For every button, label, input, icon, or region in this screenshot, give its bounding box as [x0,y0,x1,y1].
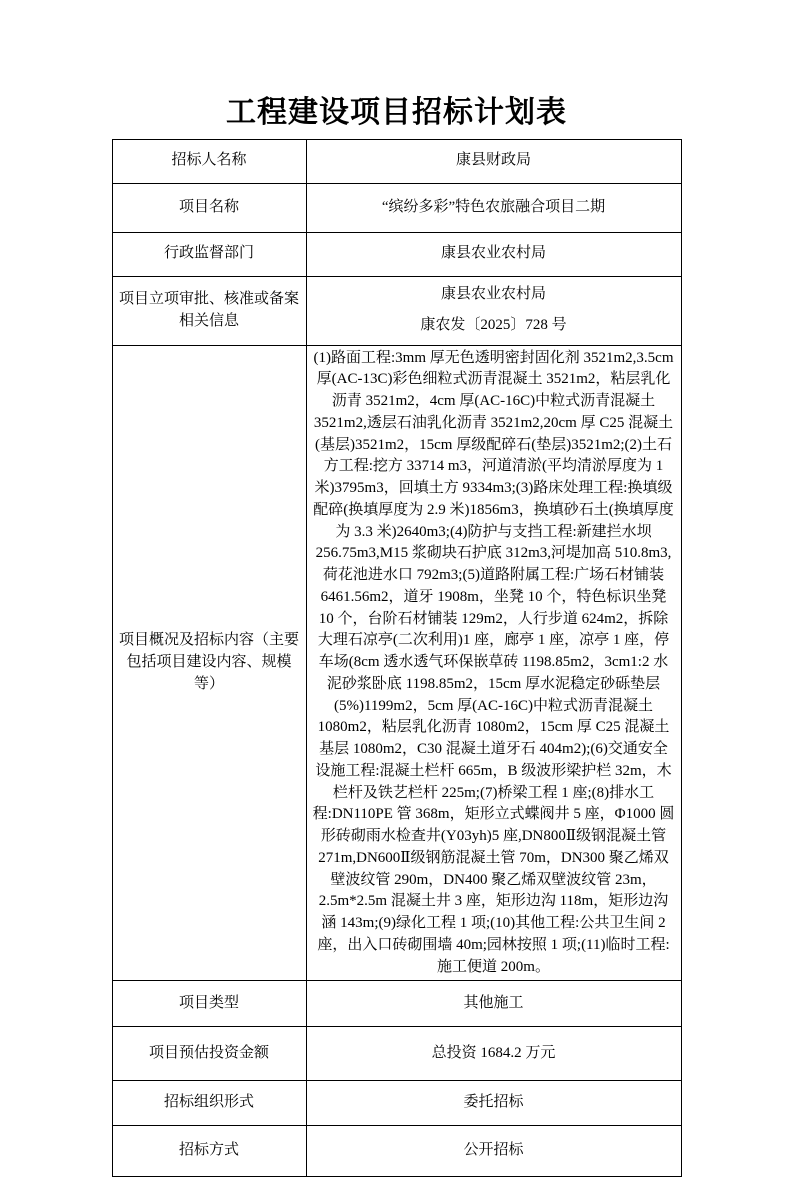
approval-document-number: 康农发〔2025〕728 号 [313,315,675,337]
row-value-project-type: 其他施工 [306,981,681,1027]
table-row-bidding-method [112,1126,681,1177]
row-label-project-name: 项目名称 [112,183,306,232]
table-row-estimated-investment [112,1027,681,1081]
row-value-estimated-investment: 总投资 1684.2 万元 [306,1027,681,1081]
row-value-project-name: “缤纷多彩”特色农旅融合项目二期 [306,183,681,232]
row-value-supervision-dept: 康县农业农村局 [306,232,681,276]
table-row-supervision-dept [112,232,681,276]
table-row-approval-info [112,276,681,345]
row-value-project-overview: (1)路面工程:3mm 厚无色透明密封固化剂 3521m2,3.5cm 厚(AC-13C)彩色细粒式沥青混凝土 3521m2，粘层乳化沥青 3521m2，4cm 厚(AC-16C)中粒式沥青混凝土 3521m2,透层石油乳化沥青 3521m2,20cm 厚 C25 混凝土(基层)3521m2，15cm 厚级配碎石(垫层)3521m2;(2)土石方工程:挖方 33714 m3，河道清淤(平均清淤厚度为 1 米)3795m3，回填土方 9334m3;(3)路床处理工程:换填级配碎(换填厚度为 2.9 米)1856m3，换填砂石土(换填厚度为 3.3 米)2640m3;(4)防护与支挡工程:新建拦水坝 256.75m3,M15 浆砌块石护底 312m3,河堤加高 510.8m3,荷花池进水口 792m3;(5)道路附属工程:广场石材铺装 6461.56m2，道牙 1908m，坐凳 10 个，特色标识坐凳 10 个，台阶石材铺装 129m2，人行步道 624m2，拆除大理石凉亭(二次利用)1 座，廊亭 1 座，凉亭 1 座，停车场(8cm 透水透气环保嵌草砖 1198.85m2，3cm1:2 水泥砂浆卧底 1198.85m2，15cm 厚水泥稳定砂砾垫层(5%)1199m2，5cm 厚(AC-16C)中粒式沥青混凝土 1080m2，粘层乳化沥青 1080m2，15cm 厚 C25 混凝土基层 1080m2，C30 混凝土道牙石 404m2);(6)交通安全设施工程:混凝土栏杆 665m，B 级波形梁护栏 32m，木栏杆及铁艺栏杆 225m;(7)桥梁工程 1 座;(8)排水工程:DN110PE 管 368m，矩形立式蝶阀井 5 座，Φ1000 圆形砖砌雨水检查井(Y03yh)5 座,DN800Ⅱ级钢混凝土管 271m,DN600Ⅱ级钢筋混凝土管 70m，DN300 聚乙烯双壁波纹管 290m，DN400 聚乙烯双壁波纹管 23m，2.5m*2.5m 混凝土井 3 座，矩形边沟 118m，矩形边沟涵 143m;(9)绿化工程 1 项;(10)其他工程:公共卫生间 2 座，出入口砖砌围墙 40m;园林按照 1 项;(11)临时工程:施工便道 200m。 [306,345,681,981]
row-label-organization-form: 招标组织形式 [112,1081,306,1126]
bidding-plan-table [112,139,682,1177]
row-label-approval-info: 项目立项审批、核准或备案相关信息 [112,276,306,345]
row-label-project-type: 项目类型 [112,981,306,1027]
row-label-bidding-method: 招标方式 [112,1126,306,1177]
row-value-bidding-method: 公开招标 [306,1126,681,1177]
row-value-approval-info [306,276,681,345]
row-label-bidder-name: 招标人名称 [112,139,306,183]
row-value-organization-form: 委托招标 [306,1081,681,1126]
table-row-organization-form [112,1081,681,1126]
table-row-project-type [112,981,681,1027]
table-row-project-overview [112,345,681,981]
table-row-bidder-name [112,139,681,183]
row-label-estimated-investment: 项目预估投资金额 [112,1027,306,1081]
page-title: 工程建设项目招标计划表 [0,97,793,129]
table-row-project-name [112,183,681,232]
row-label-project-overview: 项目概况及招标内容（主要包括项目建设内容、规模等） [112,345,306,981]
row-label-supervision-dept: 行政监督部门 [112,232,306,276]
row-value-bidder-name: 康县财政局 [306,139,681,183]
approval-authority: 康县农业农村局 [313,284,675,306]
